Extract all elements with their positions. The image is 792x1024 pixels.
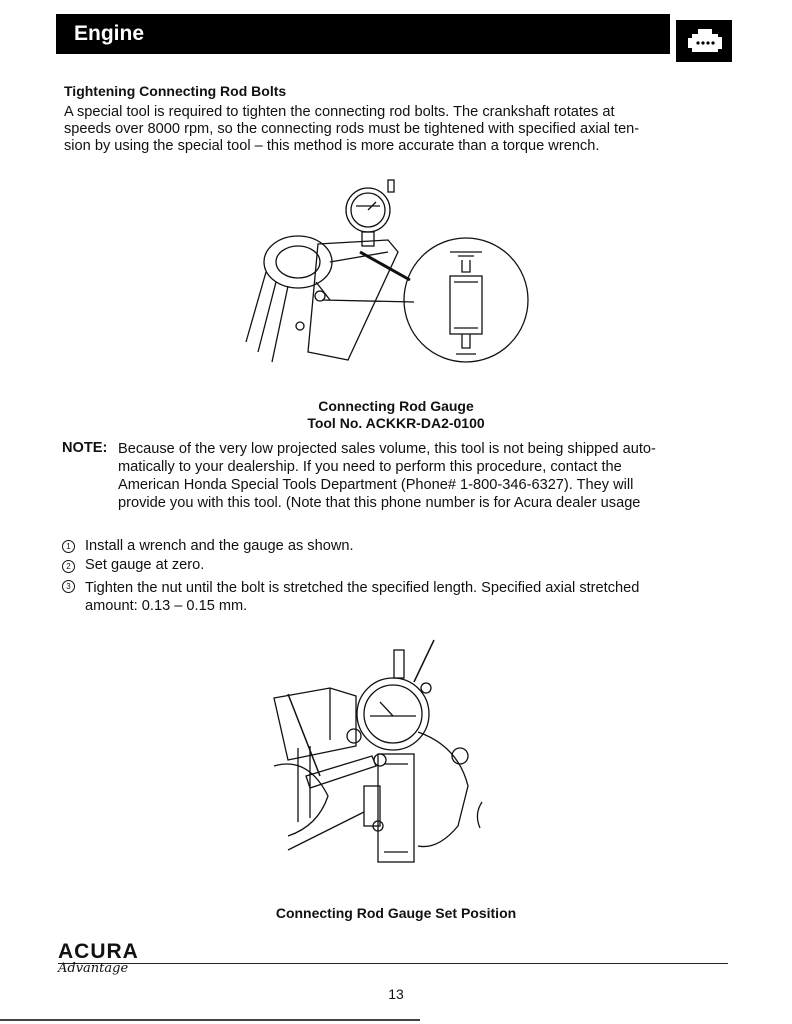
step-number-2: 2 [62,560,75,573]
footer-divider [58,963,728,964]
step-text-3: Tighten the nut until the bolt is stretched the specified length. Specified axial stretched [85,580,640,596]
header-bar [56,14,670,54]
intro-line: speeds over 8000 rpm, so the connecting rods must be tightened with specified axial ten- [64,121,640,137]
intro-line: A special tool is required to tighten the connecting rod bolts. The crankshaft rotates at [64,104,615,120]
step-text-2: Set gauge at zero. [85,557,205,573]
section-heading: Tightening Connecting Rod Bolts [64,83,287,99]
page-number: 13 [388,986,404,1002]
note-label: NOTE: [62,440,108,456]
note-line: provide you with this tool. (Note that this phone number is for Acura dealer usage [118,495,641,511]
bottom-divider [0,1019,420,1021]
page-title: Engine [74,22,145,45]
engine-icon [676,20,732,62]
acura-logo: ACURA [58,940,139,963]
acura-tagline: Advantage [58,961,129,976]
note-line: American Honda Special Tools Department (Phone# 1-800-346-6327). They will [118,477,634,493]
note-line: matically to your dealership. If you need to perform this procedure, contact the [118,459,622,475]
figure1-caption-tool-number: Tool No. ACKKR-DA2-0100 [307,415,485,431]
step-number-3: 3 [62,580,75,593]
connecting-rod-gauge-illustration [238,172,538,377]
step-text-1: Install a wrench and the gauge as shown. [85,538,354,554]
gauge-set-position-illustration [268,636,492,887]
intro-line: sion by using the special tool – this method is more accurate than a torque wrench. [64,138,600,154]
note-line: Because of the very low projected sales volume, this tool is not being shipped auto- [118,441,656,457]
figure1-caption-title: Connecting Rod Gauge [318,398,474,414]
figure2-caption: Connecting Rod Gauge Set Position [275,905,517,921]
step-number-1: 1 [62,540,75,553]
step-text-3-cont: amount: 0.13 – 0.15 mm. [85,598,248,614]
